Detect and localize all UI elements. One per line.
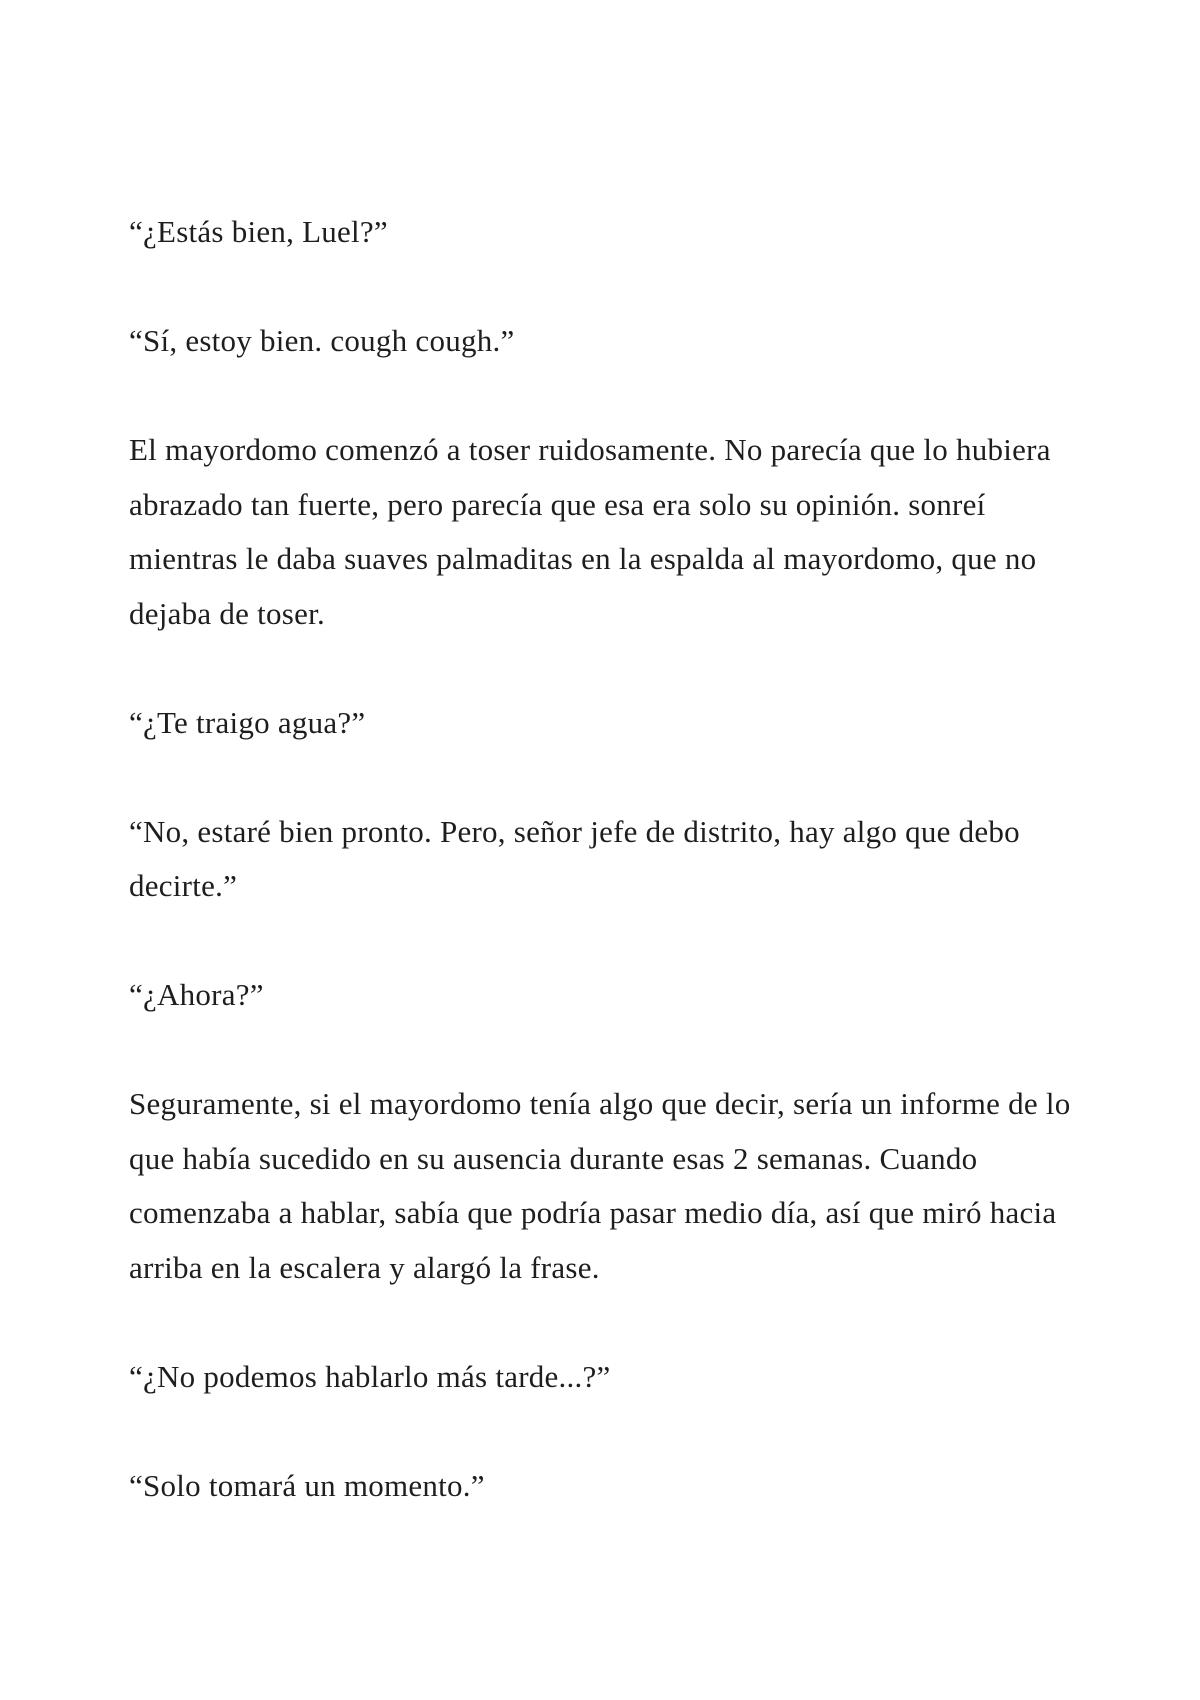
narrative-paragraph: El mayordomo comenzó a toser ruidosamente. No parecía que lo hubiera abrazado tan fuerte, pero parecía que esa era solo su opinión. sonreí mientras le daba suaves palmaditas en la espalda al mayordomo, que no dejaba de toser. [129, 432, 1051, 631]
dialogue-paragraph: “Solo tomará un momento.” [129, 1467, 485, 1503]
dialogue-paragraph: “¿Te traigo agua?” [129, 704, 366, 740]
dialogue-paragraph: “¿Estás bien, Luel?” [129, 214, 388, 249]
dialogue-paragraph: “Sí, estoy bien. cough cough.” [129, 323, 515, 358]
dialogue-paragraph: “¿No podemos hablarlo más tarde...?” [129, 1358, 611, 1394]
dialogue-paragraph: “No, estaré bien pronto. Pero, señor jefe de distrito, hay algo que debo decirte.” [129, 813, 1020, 903]
document-body [129, 205, 1089, 1513]
narrative-paragraph: Seguramente, si el mayordomo tenía algo que decir, sería un informe de lo que había sucedido en su ausencia durante esas 2 semanas. Cuando comenzaba a hablar, sabía que podría pasar medio día, así que miró hacia arriba en la escalera y alargó la frase. [129, 1086, 1071, 1285]
dialogue-paragraph: “¿Ahora?” [129, 977, 264, 1012]
